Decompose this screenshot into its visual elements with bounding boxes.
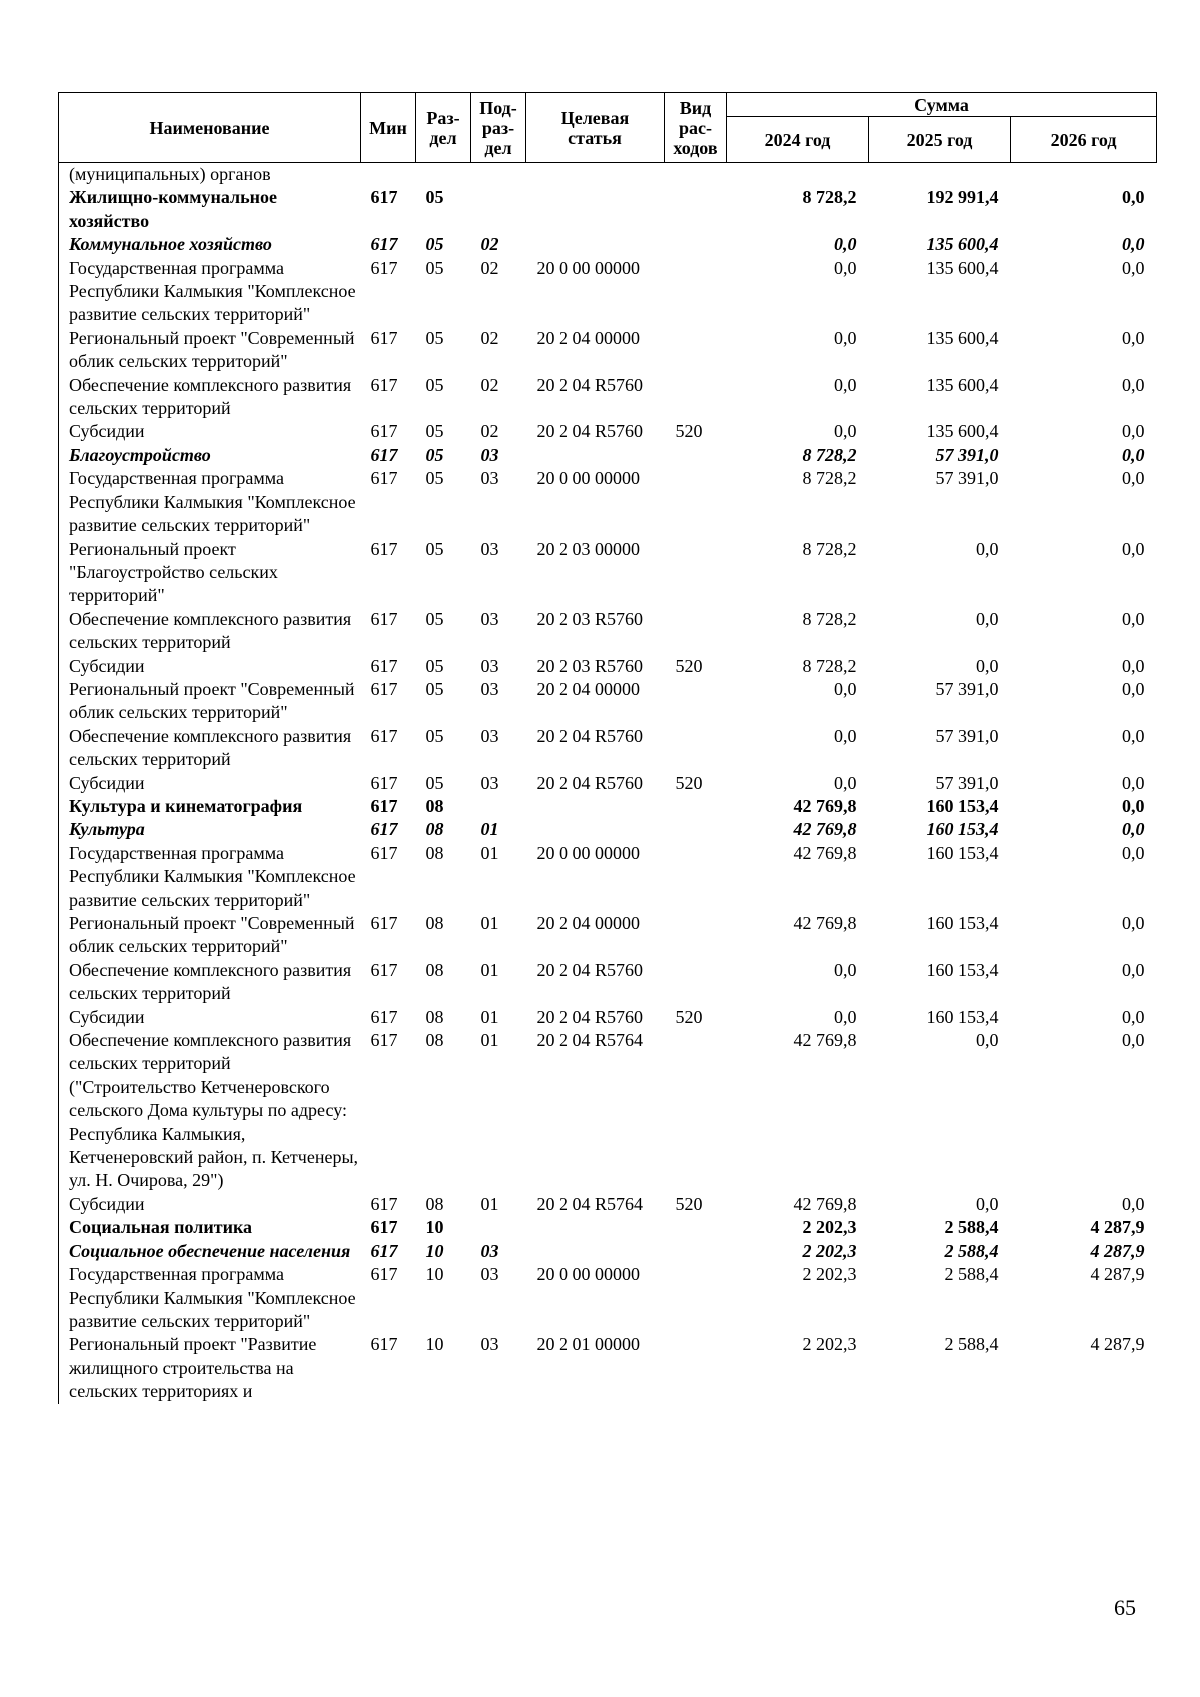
cell-2025: 0,0 (976, 608, 999, 629)
cell-razdel: 10 (425, 1334, 444, 1355)
cell-name: Субсидии (59, 1193, 361, 1216)
cell-2025 (869, 163, 1011, 187)
cell-vid (665, 374, 727, 421)
cell-name: Субсидии (59, 655, 361, 678)
cell-name: Благоустройство (59, 444, 361, 467)
cell-name: Жилищно-коммунальное хозяйство (59, 186, 361, 233)
cell-podrazdel: 02 (480, 374, 499, 395)
cell-vid (665, 163, 727, 187)
cell-min: 617 (370, 725, 398, 746)
cell-celevaya: 20 2 04 R5760 (536, 959, 644, 980)
cell-2024: 0,0 (834, 725, 857, 746)
cell-podrazdel: 01 (480, 1006, 499, 1027)
cell-celevaya: 20 2 04 R5764 (536, 1193, 644, 1214)
cell-name: Региональный проект "Современный облик сельских территорий" (59, 678, 361, 725)
cell-min: 617 (370, 421, 398, 442)
cell-2024 (727, 163, 869, 187)
cell-celevaya: 20 2 04 R5760 (536, 421, 644, 442)
cell-celevaya: 20 0 00 00000 (536, 468, 640, 489)
cell-name: Субсидии (59, 772, 361, 795)
cell-celevaya (526, 444, 665, 467)
cell-razdel: 08 (425, 1006, 444, 1027)
table-row (59, 1216, 1157, 1239)
cell-vid (665, 912, 727, 959)
budget-table-page (58, 92, 1156, 1404)
cell-podrazdel: 03 (480, 655, 499, 676)
cell-podrazdel: 02 (480, 257, 499, 278)
cell-2026: 0,0 (1122, 959, 1145, 980)
cell-razdel: 05 (425, 421, 444, 442)
table-row (59, 186, 1157, 233)
cell-podrazdel: 03 (480, 468, 499, 489)
cell-razdel: 08 (425, 1193, 444, 1214)
cell-razdel: 05 (425, 444, 444, 465)
table-row (59, 420, 1157, 443)
table-row (59, 444, 1157, 467)
header-2026: 2026 год (1011, 117, 1157, 163)
table-row (59, 608, 1157, 655)
cell-razdel: 08 (425, 959, 444, 980)
cell-celevaya: 20 2 04 00000 (536, 678, 640, 699)
table-row (59, 818, 1157, 841)
cell-2025: 160 153,4 (926, 842, 999, 863)
cell-celevaya: 20 0 00 00000 (536, 1264, 640, 1285)
table-row (59, 842, 1157, 912)
cell-razdel: 05 (425, 187, 444, 208)
cell-podrazdel: 03 (480, 608, 499, 629)
cell-2024: 42 769,8 (793, 795, 857, 816)
cell-min: 617 (370, 655, 398, 676)
cell-name: Субсидии (59, 420, 361, 443)
cell-celevaya: 20 2 04 R5760 (536, 1006, 644, 1027)
cell-podrazdel: 03 (480, 725, 499, 746)
cell-2024: 0,0 (834, 678, 857, 699)
cell-vid (665, 608, 727, 655)
cell-name: Обеспечение комплексного развития сельских территорий (59, 608, 361, 655)
table-row (59, 678, 1157, 725)
table-row (59, 327, 1157, 374)
cell-razdel: 05 (425, 374, 444, 395)
cell-2024: 2 202,3 (802, 1334, 857, 1355)
budget-table (58, 92, 1157, 1404)
cell-min: 617 (370, 608, 398, 629)
cell-2024: 0,0 (834, 234, 857, 255)
cell-razdel (416, 163, 471, 187)
cell-2024: 2 202,3 (802, 1240, 857, 1261)
cell-razdel: 10 (425, 1264, 444, 1285)
cell-2024: 2 202,3 (802, 1264, 857, 1285)
cell-celevaya: 20 2 03 R5760 (536, 608, 644, 629)
header-vid: Вид рас- ходов (665, 93, 727, 163)
cell-name: Культура и кинематография (59, 795, 361, 818)
cell-2026: 0,0 (1122, 1193, 1145, 1214)
header-razdel: Раз- дел (416, 93, 471, 163)
cell-podrazdel (471, 163, 526, 187)
cell-podrazdel: 01 (480, 842, 499, 863)
cell-vid: 520 (675, 772, 703, 793)
cell-name: Государственная программа Республики Калмыкия "Комплексное развитие сельских территорий" (59, 257, 361, 327)
cell-2026: 0,0 (1122, 913, 1145, 933)
table-row (59, 374, 1157, 421)
cell-vid (665, 842, 727, 912)
cell-min: 617 (370, 1334, 398, 1355)
cell-podrazdel (471, 186, 526, 233)
cell-name: Обеспечение комплексного развития сельских территорий (59, 374, 361, 421)
cell-vid (665, 257, 727, 327)
cell-celevaya (526, 186, 665, 233)
cell-vid (665, 795, 727, 818)
table-row (59, 1333, 1157, 1403)
cell-vid: 520 (675, 1006, 703, 1027)
cell-2025: 135 600,4 (926, 374, 999, 395)
cell-min: 617 (370, 374, 398, 395)
cell-2026: 0,0 (1122, 374, 1145, 395)
cell-podrazdel: 02 (480, 421, 499, 442)
header-name: Наименование (59, 93, 361, 163)
cell-2025: 57 391,0 (935, 444, 999, 465)
cell-vid: 520 (675, 421, 703, 442)
cell-2026: 0,0 (1122, 421, 1145, 442)
cell-min: 617 (370, 1193, 398, 1214)
cell-celevaya (526, 1240, 665, 1263)
table-body (59, 163, 1157, 1404)
cell-celevaya (526, 795, 665, 818)
cell-name: Государственная программа Республики Калмыкия "Комплексное развитие сельских территорий" (59, 842, 361, 912)
cell-2026: 0,0 (1122, 257, 1145, 278)
cell-razdel: 05 (425, 725, 444, 746)
cell-razdel: 05 (425, 608, 444, 629)
cell-min: 617 (370, 257, 398, 278)
cell-celevaya (526, 1216, 665, 1239)
cell-2024: 0,0 (834, 772, 857, 793)
cell-celevaya: 20 2 04 00000 (536, 327, 640, 348)
cell-name: Социальная политика (59, 1216, 361, 1239)
cell-razdel: 10 (425, 1217, 444, 1238)
table-header (59, 93, 1157, 163)
cell-celevaya (526, 818, 665, 841)
cell-razdel: 05 (425, 772, 444, 793)
cell-razdel: 05 (425, 234, 444, 255)
cell-2025: 57 391,0 (935, 725, 999, 746)
cell-podrazdel (471, 1216, 526, 1239)
cell-vid (665, 725, 727, 772)
cell-vid (665, 538, 727, 608)
cell-name: Коммунальное хозяйство (59, 233, 361, 256)
cell-min: 617 (370, 187, 398, 208)
cell-2026: 0,0 (1122, 819, 1145, 840)
cell-podrazdel: 02 (480, 234, 499, 255)
cell-name: Обеспечение комплексного развития сельских территорий (59, 959, 361, 1006)
cell-2025: 57 391,0 (935, 468, 999, 489)
table-row (59, 1240, 1157, 1263)
cell-2025: 2 588,4 (944, 1334, 999, 1355)
cell-vid (665, 186, 727, 233)
cell-2025: 160 153,4 (926, 819, 999, 840)
cell-min: 617 (370, 1006, 398, 1027)
cell-2026: 0,0 (1122, 655, 1145, 676)
cell-celevaya (526, 233, 665, 256)
cell-2025: 2 588,4 (944, 1264, 999, 1285)
cell-2025: 135 600,4 (926, 257, 999, 278)
cell-podrazdel: 01 (480, 1193, 499, 1214)
cell-razdel: 08 (425, 795, 444, 816)
cell-2024: 42 769,8 (793, 1193, 857, 1214)
cell-min: 617 (370, 842, 398, 863)
cell-2026: 0,0 (1122, 187, 1145, 208)
cell-2024: 2 202,3 (802, 1217, 857, 1238)
cell-2024: 0,0 (834, 421, 857, 442)
table-row (59, 655, 1157, 678)
cell-2025: 0,0 (976, 538, 999, 559)
cell-vid (665, 959, 727, 1006)
cell-podrazdel: 01 (480, 913, 499, 933)
cell-podrazdel: 03 (480, 1264, 499, 1285)
cell-2026: 0,0 (1122, 444, 1145, 465)
cell-name: Государственная программа Республики Калмыкия "Комплексное развитие сельских территорий" (59, 467, 361, 537)
cell-vid (665, 818, 727, 841)
cell-celevaya: 20 2 04 R5760 (536, 772, 644, 793)
cell-2026: 0,0 (1122, 1030, 1145, 1051)
cell-vid (665, 467, 727, 537)
cell-2026 (1011, 163, 1157, 187)
cell-min: 617 (370, 468, 398, 489)
cell-celevaya: 20 2 04 00000 (536, 913, 640, 933)
cell-2024: 0,0 (834, 257, 857, 278)
header-podrazdel: Под- раз- дел (471, 93, 526, 163)
cell-2025: 57 391,0 (935, 772, 999, 793)
cell-name: (муниципальных) органов (59, 163, 361, 187)
cell-name: Обеспечение комплексного развития сельских территорий ("Строительство Кетченеровского сельского Дома культуры по адресу: Республика Калмыкия, Кетченеровский район, п. Кетченеры, ул. Н. Очирова, 29") (59, 1029, 361, 1193)
cell-2024: 0,0 (834, 374, 857, 395)
cell-podrazdel: 03 (480, 1240, 499, 1261)
cell-2026: 0,0 (1122, 725, 1145, 746)
cell-name: Обеспечение комплексного развития сельских территорий (59, 725, 361, 772)
table-row (59, 538, 1157, 608)
cell-2024: 8 728,2 (802, 608, 857, 629)
cell-2026: 4 287,9 (1090, 1334, 1145, 1355)
cell-2026: 0,0 (1122, 468, 1145, 489)
cell-celevaya: 20 0 00 00000 (536, 842, 640, 863)
cell-razdel: 05 (425, 327, 444, 348)
cell-2024: 8 728,2 (802, 538, 857, 559)
cell-2025: 135 600,4 (926, 234, 999, 255)
cell-vid (665, 444, 727, 467)
cell-2024: 42 769,8 (793, 842, 857, 863)
cell-2026: 4 287,9 (1090, 1217, 1145, 1238)
cell-2024: 42 769,8 (793, 1030, 857, 1051)
cell-2026: 0,0 (1122, 1006, 1145, 1027)
cell-2024: 42 769,8 (793, 913, 857, 933)
cell-2024: 0,0 (834, 959, 857, 980)
cell-podrazdel: 03 (480, 1334, 499, 1355)
cell-2026: 0,0 (1122, 772, 1145, 793)
cell-2026: 0,0 (1122, 678, 1145, 699)
cell-min: 617 (370, 678, 398, 699)
cell-2025: 160 153,4 (926, 913, 999, 933)
cell-podrazdel: 01 (480, 819, 499, 840)
table-row (59, 725, 1157, 772)
cell-vid (665, 1240, 727, 1263)
cell-razdel: 05 (425, 538, 444, 559)
cell-podrazdel: 03 (480, 444, 499, 465)
cell-razdel: 05 (425, 468, 444, 489)
cell-min: 617 (370, 819, 398, 840)
cell-2025: 135 600,4 (926, 327, 999, 348)
cell-name: Государственная программа Республики Калмыкия "Комплексное развитие сельских территорий" (59, 1263, 361, 1333)
cell-2026: 4 287,9 (1090, 1240, 1145, 1261)
header-celevaya: Целевая статья (526, 93, 665, 163)
cell-2025: 0,0 (976, 655, 999, 676)
table-row (59, 795, 1157, 818)
cell-podrazdel: 01 (480, 1030, 499, 1051)
cell-2026: 0,0 (1122, 608, 1145, 629)
cell-vid (665, 1333, 727, 1403)
table-row (59, 1263, 1157, 1333)
cell-min: 617 (370, 795, 398, 816)
cell-razdel: 08 (425, 842, 444, 863)
table-row (59, 772, 1157, 795)
cell-min: 617 (370, 1217, 398, 1238)
cell-2026: 4 287,9 (1090, 1264, 1145, 1285)
cell-celevaya: 20 0 00 00000 (536, 257, 640, 278)
cell-2025: 160 153,4 (926, 795, 999, 816)
cell-2024: 42 769,8 (793, 819, 857, 840)
table-row (59, 1193, 1157, 1216)
cell-2024: 8 728,2 (802, 655, 857, 676)
table-row (59, 1029, 1157, 1193)
table-row (59, 1006, 1157, 1029)
cell-2024: 0,0 (834, 1006, 857, 1027)
cell-celevaya: 20 2 03 R5760 (536, 655, 644, 676)
cell-2026: 0,0 (1122, 538, 1145, 559)
cell-min: 617 (370, 1264, 398, 1285)
cell-2025: 2 588,4 (944, 1217, 999, 1238)
cell-podrazdel (471, 795, 526, 818)
cell-min: 617 (370, 327, 398, 348)
cell-2024: 8 728,2 (802, 444, 857, 465)
table-row (59, 233, 1157, 256)
cell-podrazdel: 03 (480, 678, 499, 699)
cell-2024: 0,0 (834, 327, 857, 348)
cell-razdel: 08 (425, 1030, 444, 1051)
cell-min: 617 (370, 913, 398, 933)
cell-2026: 0,0 (1122, 327, 1145, 348)
cell-2024: 8 728,2 (802, 468, 857, 489)
cell-razdel: 08 (425, 913, 444, 933)
cell-min: 617 (370, 959, 398, 980)
cell-razdel: 08 (425, 819, 444, 840)
cell-name: Региональный проект "Развитие жилищного строительства на сельских территориях и (59, 1333, 361, 1403)
cell-razdel: 10 (425, 1240, 444, 1261)
cell-min: 617 (370, 772, 398, 793)
cell-podrazdel: 01 (480, 959, 499, 980)
cell-2026: 0,0 (1122, 234, 1145, 255)
table-row (59, 912, 1157, 959)
cell-podrazdel: 02 (480, 327, 499, 348)
cell-2025: 2 588,4 (944, 1240, 999, 1261)
cell-2024: 8 728,2 (802, 187, 857, 208)
cell-name: Социальное обеспечение населения (59, 1240, 361, 1263)
cell-name: Культура (59, 818, 361, 841)
cell-min: 617 (370, 538, 398, 559)
table-row (59, 163, 1157, 187)
cell-min (361, 163, 416, 187)
cell-podrazdel: 03 (480, 538, 499, 559)
cell-vid (665, 233, 727, 256)
cell-min: 617 (370, 234, 398, 255)
cell-2025: 160 153,4 (926, 1006, 999, 1027)
cell-celevaya: 20 2 01 00000 (536, 1334, 640, 1355)
cell-min: 617 (370, 1030, 398, 1051)
header-2025: 2025 год (869, 117, 1011, 163)
header-min: Мин (361, 93, 416, 163)
cell-2025: 192 991,4 (926, 187, 999, 208)
cell-vid (665, 1216, 727, 1239)
cell-podrazdel: 03 (480, 772, 499, 793)
cell-vid (665, 1029, 727, 1193)
cell-name: Субсидии (59, 1006, 361, 1029)
cell-2025: 0,0 (976, 1193, 999, 1214)
header-2024: 2024 год (727, 117, 869, 163)
page-number: 65 (1114, 1595, 1136, 1620)
cell-min: 617 (370, 444, 398, 465)
table-row (59, 959, 1157, 1006)
cell-2025: 0,0 (976, 1030, 999, 1051)
cell-razdel: 05 (425, 678, 444, 699)
cell-celevaya: 20 2 03 00000 (536, 538, 640, 559)
cell-razdel: 05 (425, 257, 444, 278)
table-row (59, 257, 1157, 327)
cell-2025: 135 600,4 (926, 421, 999, 442)
cell-min: 617 (370, 1240, 398, 1261)
cell-vid (665, 1263, 727, 1333)
cell-celevaya: 20 2 04 R5760 (536, 725, 644, 746)
cell-celevaya: 20 2 04 R5760 (536, 374, 644, 395)
cell-celevaya: 20 2 04 R5764 (536, 1030, 644, 1051)
cell-name: Региональный проект "Современный облик сельских территорий" (59, 912, 361, 959)
cell-name: Региональный проект "Благоустройство сельских территорий" (59, 538, 361, 608)
cell-name: Региональный проект "Современный облик сельских территорий" (59, 327, 361, 374)
cell-vid (665, 327, 727, 374)
cell-celevaya (526, 163, 665, 187)
cell-vid: 520 (675, 1193, 703, 1214)
cell-2026: 0,0 (1122, 842, 1145, 863)
cell-2025: 57 391,0 (935, 678, 999, 699)
cell-2026: 0,0 (1122, 795, 1145, 816)
table-row (59, 467, 1157, 537)
cell-razdel: 05 (425, 655, 444, 676)
cell-2025: 160 153,4 (926, 959, 999, 980)
header-summa: Сумма (727, 93, 1157, 117)
cell-vid (665, 678, 727, 725)
cell-vid: 520 (675, 655, 703, 676)
